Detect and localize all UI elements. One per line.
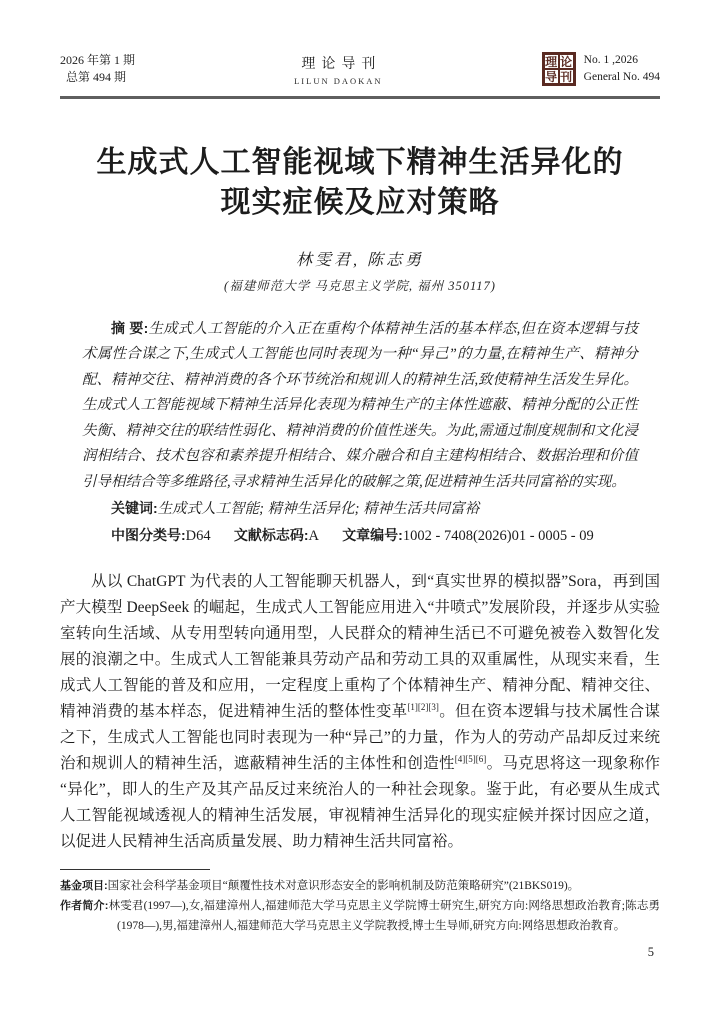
authors: 林雯君, 陈志勇 bbox=[295, 251, 424, 269]
article-id-label: 文章编号: bbox=[342, 526, 403, 543]
author-bio-note bbox=[60, 896, 660, 936]
keywords-text: 生成式人工智能; 精神生活异化; 精神生活共同富裕 bbox=[157, 501, 480, 517]
doc-code-value: A bbox=[308, 527, 319, 544]
issue-general-no: 总第 494 期 bbox=[66, 70, 127, 84]
abstract-paragraph bbox=[82, 316, 638, 496]
issue-info-en bbox=[542, 52, 660, 86]
footnotes bbox=[60, 876, 660, 936]
body-paragraph: 从以 ChatGPT 为代表的人工智能聊天机器人，到“真实世界的模拟器”Sora，再到国产大模型 DeepSeek 的崛起，生成式人工智能应用进入“井喷式”发展阶段，并逐步从实验室转向生活域、从专用型转向通用型，人民群众的精神生活已不可避免被卷入数智化发展的浪潮之中。生成式人工智能兼具劳动产品和劳动工具的双重属性，从现实来看，生成式人工智能的普及和应用，一定程度上重构了个体精神生产、精神分配、精神交往、精神消费的基本样态，促进精神生活的整体性变革[1][2][3]。但在资本逻辑与技术属性合谋之下，生成式人工智能也同时表现为一种“异己”的力量，作为人的劳动产品却反过来统治和规训人的精神生活，遮蔽精神生活的主体性和创造性[4][5][6]。马克思将这一现象称作“异化”，即人的生产及其产品反过来统治人的一种社会现象。鉴于此，有必要从生成式人工智能视域透视人的精神生活发展，审视精神生活异化的现实症候并探讨因应之道，以促进人民精神生活高质量发展、助力精神生活共同富裕。 bbox=[60, 573, 660, 850]
footnote-divider bbox=[60, 869, 210, 870]
fund-note bbox=[60, 876, 660, 896]
fund-text: 国家社会科学基金项目“颠覆性技术对意识形态安全的影响机制及防范策略研究”(21BKS019)。 bbox=[107, 880, 580, 892]
seal-char: 刊 bbox=[560, 69, 573, 84]
seal-char: 论 bbox=[560, 54, 573, 69]
issue-info-cn bbox=[60, 52, 135, 86]
page-header bbox=[60, 52, 660, 86]
issue-general-en: General No. 494 bbox=[583, 71, 660, 83]
abstract-text: 生成式人工智能的介入正在重构个体精神生活的基本样态,但在资本逻辑与技术属性合谋之下,生成式人工智能也同时表现为一种“异己”的力量,在精神生产、精神分配、精神交往、精神消费的各个环节统治和规训人的精神生活,致使精神生活发生异化。生成式人工智能视域下精神生活异化表现为精神生产的主体性遮蔽、精神分配的公正性失衡、精神交往的联结性弱化、精神消费的价值性迷失。为此,需通过制度规制和文化浸润相结合、技术包容和素养提升相结合、媒介融合和自主建构相结合、数据治理和价值引导相结合等多维路径,寻求精神生活异化的破解之策,促进精神生活共同富裕的实现。 bbox=[82, 320, 638, 490]
journal-name bbox=[294, 53, 382, 86]
article-title-line2: 现实症候及应对策略 bbox=[220, 185, 500, 219]
doc-code-label: 文献标志码: bbox=[233, 526, 309, 543]
abstract-label: 摘 要: bbox=[111, 319, 149, 336]
bio-label: 作者简介: bbox=[60, 900, 109, 912]
issue-no-en: No. 1 ,2026 bbox=[583, 54, 638, 66]
keywords-label: 关键词: bbox=[111, 500, 158, 516]
fund-label: 基金项目: bbox=[60, 880, 108, 892]
issue-year-no: 2026 年第 1 期 bbox=[60, 53, 136, 67]
journal-name-cn: 理论导刊 bbox=[301, 57, 382, 72]
clc-line bbox=[82, 523, 638, 550]
issue-info-en-text bbox=[584, 52, 660, 86]
clc-label: 中图分类号: bbox=[111, 526, 186, 543]
article-id-value: 1002 - 7408(2026)01 - 0005 - 09 bbox=[402, 527, 594, 544]
keywords-line bbox=[82, 496, 638, 523]
seal-char: 导 bbox=[545, 69, 558, 84]
affiliation: (福建师范大学 马克思主义学院, 福州 350117) bbox=[224, 278, 496, 293]
abstract-block bbox=[82, 316, 638, 550]
header-divider bbox=[60, 96, 660, 99]
journal-name-en: LILUN DAOKAN bbox=[294, 76, 383, 86]
clc-value: D64 bbox=[185, 527, 211, 544]
seal-char: 理 bbox=[545, 54, 558, 69]
article-title-line1: 生成式人工智能视域下精神生活异化的 bbox=[96, 145, 624, 179]
page-number: 5 bbox=[647, 945, 654, 959]
article-title bbox=[60, 143, 660, 223]
journal-seal-icon bbox=[542, 52, 576, 86]
bio-text: 林雯君(1997—),女,福建漳州人,福建师范大学马克思主义学院博士研究生,研究方向:网络思想政治教育;陈志勇(1978—),男,福建漳州人,福建师范大学马克思主义学院教授,博士生导师,研究方向:网络思想政治教育。 bbox=[108, 900, 661, 932]
